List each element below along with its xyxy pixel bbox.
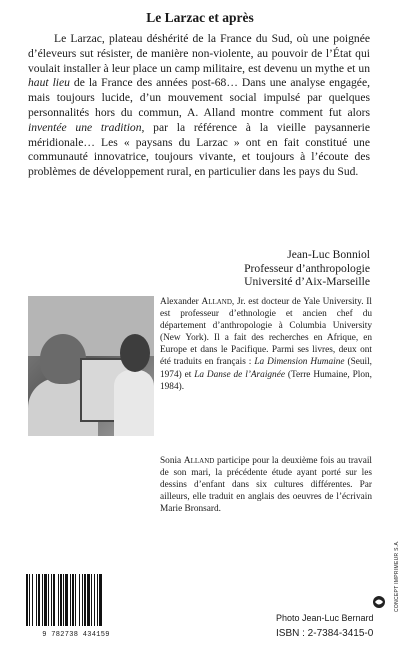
bio-alexander: Alexander Alland, Jr. est docteur de Yale University. Il est professeur d’ethnologie et ancien chef du département d’anthropologie à Columbia University (New York). Il a fait des recherches en Afrique, en Europe et dans le Pacifique. Parmi ses livres, deux ont été traduits en français : La Dimension Humaine (Seuil, 1974) et La Danse de l’Araignée (Terre Humaine, Plon, 1984).	[160, 297, 373, 392]
photo-credit: Photo Jean-Luc Bernard	[276, 613, 374, 623]
isbn: ISBN : 2-7384-3415-0	[276, 628, 374, 639]
barcode-number: 9 782738 434159	[42, 631, 110, 639]
bio-sonia: Sonia Alland participe pour la deuxième fois au travail de son mari, la précédente étude ayant porté sur les dessins d’enfant dans six cultures différentes. Par ailleurs, elle traduit en anglais des oeuvres de l’écrivain Marie Bronsard.	[160, 456, 372, 515]
publisher-logo-icon	[372, 595, 386, 609]
barcode	[22, 572, 130, 639]
signature-block	[244, 248, 370, 289]
author-photo	[28, 296, 154, 436]
book-title: Le Larzac et après	[146, 10, 254, 25]
barcode-bars	[22, 572, 130, 630]
signature-institution: Université d’Aix-Marseille	[244, 275, 370, 288]
signature-name: Jean-Luc Bonniol	[287, 248, 370, 261]
signature-role: Professeur d’anthropologie	[244, 261, 370, 275]
intro-paragraph: Le Larzac, plateau déshérité de la France du Sud, où une poignée d’éleveurs sut résister, de manière non-violente, au pouvoir de l’État qui voulait installer à leur place un camp militaire, est devenu un mythe et un haut lieu de la France des années post-68… Dans une analyse engagée, mais toujours lucide, d’un mouvement social impulsé par quelques personnalités hors du commun, A. Alland montre comment fut alors inventée une tradition, par la référence à la vieille paysannerie méridionale… Les « paysans du Larzac » ont en fait constitué une communauté innovatrice, toujours vivante, et toujours à l’écoute des problèmes de développement rural, en particulier dans les pays du Sud.	[28, 32, 370, 179]
printer-credit: CONCEPT IMPRIMEUR S.A.	[394, 540, 400, 612]
